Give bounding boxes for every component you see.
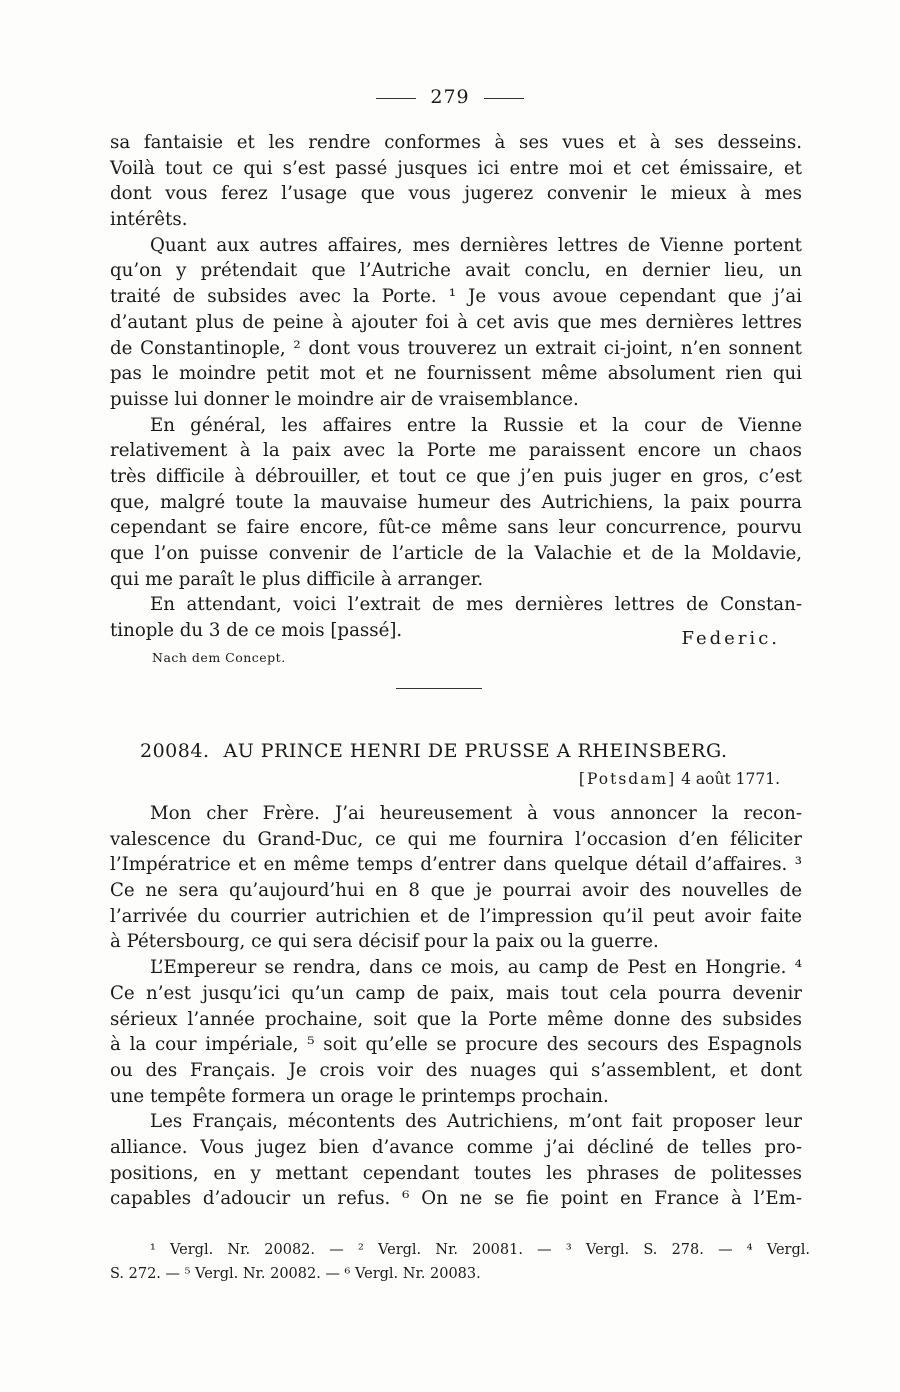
text-line: L’Empereur se rendra, dans ce mois, au camp de Pest en Hongrie. ⁴ bbox=[150, 957, 802, 979]
text-line: Quant aux autres affaires, mes dernières lettres de Vienne portent bbox=[150, 234, 802, 256]
letter-heading bbox=[140, 740, 800, 762]
text-line: En général, les affaires entre la Russie et la cour de Vienne bbox=[150, 414, 802, 436]
header-dash-right bbox=[484, 98, 524, 99]
text-line: relativement à la paix avec la Porte me paraissent encore un chaos bbox=[110, 440, 802, 462]
letter-number: 20084. bbox=[140, 740, 210, 762]
text-line: alliance. Vous jugez bien d’avance comme j’ai décliné de telles pro- bbox=[110, 1136, 802, 1158]
text-line: que, malgré toute la mauvaise humeur des Autrichiens, la paix pourra bbox=[110, 491, 802, 513]
text-line: tinople du 3 de ce mois [passé]. bbox=[110, 620, 403, 642]
letter-title: AU PRINCE HENRI DE PRUSSE A RHEINSBERG. bbox=[223, 740, 728, 762]
text-line: d’autant plus de peine à ajouter foi à cet avis que mes dernières lettres bbox=[110, 311, 802, 333]
text-line: capables d’adoucir un refus. ⁶ On ne se fie point en France à l’Em- bbox=[110, 1188, 802, 1210]
text-line: intérêts. bbox=[110, 209, 188, 231]
text-line: sa fantaisie et les rendre conformes à ses vues et à ses desseins. bbox=[110, 132, 802, 153]
text-line: sérieux l’année prochaine, soit que la Porte même donne des subsides bbox=[110, 1008, 802, 1030]
section-divider bbox=[396, 688, 482, 689]
text-line: dont vous ferez l’usage que vous jugerez convenir le mieux à mes bbox=[110, 183, 802, 205]
footnote-line: ¹ Vergl. Nr. 20082. — ² Vergl. Nr. 20081. — ³ Vergl. S. 278. — ⁴ Vergl. bbox=[150, 1242, 810, 1258]
text-line: que l’on puisse convenir de l’article de la Valachie et de la Moldavie, bbox=[110, 543, 802, 564]
text-line: à la cour impériale, ⁵ soit qu’elle se procure des secours des Espagnols bbox=[110, 1034, 802, 1056]
header-dash-left bbox=[376, 98, 416, 99]
text-line: Les Français, mécontents des Autrichiens, m’ont fait proposer leur bbox=[150, 1111, 802, 1133]
text-line: valescence du Grand-Duc, ce qui me fournira l’occasion d’en féliciter bbox=[110, 828, 802, 850]
signature: Federic. bbox=[681, 628, 780, 649]
text-line: Ce n’est jusqu’ici qu’un camp de paix, mais tout cela pourra devenir bbox=[110, 982, 802, 1004]
text-line: ou des Français. Je crois voir des nuages qui s’assemblent, et dont bbox=[110, 1059, 802, 1081]
text-line: cependant se faire encore, fût-ce même sans leur concurrence, pourvu bbox=[110, 517, 802, 539]
text-line: une tempête formera un orage le printemps prochain. bbox=[110, 1085, 609, 1107]
letter-dateline bbox=[579, 770, 780, 788]
text-line: très difficile à débrouiller, et tout ce que j’en puis juger en gros, c’est bbox=[110, 465, 802, 487]
footnote-line: S. 272. — ⁵ Vergl. Nr. 20082. — ⁶ Vergl. Nr. 20083. bbox=[110, 1266, 481, 1282]
text-line: à Pétersbourg, ce qui sera décisif pour la paix ou la guerre. bbox=[110, 931, 659, 953]
letter-date: 4 août 1771. bbox=[681, 770, 780, 788]
text-line: Voilà tout ce qui s’est passé jusques ici entre moi et cet émissaire, et bbox=[110, 157, 802, 179]
text-line: En attendant, voici l’extrait de mes dernières lettres de Constan- bbox=[150, 594, 802, 616]
date-place: [Potsdam] bbox=[578, 770, 677, 788]
footnotes bbox=[110, 1238, 810, 1286]
text-line: l’Impératrice et en même temps d’entrer dans quelque détail d’affaires. ³ bbox=[110, 854, 802, 876]
page-header bbox=[0, 86, 900, 108]
text-line: de Constantinople, ² dont vous trouverez un extrait ci-joint, n’en sonnent bbox=[110, 337, 802, 359]
text-line: l’arrivée du courrier autrichien et de l’impression qu’il peut avoir faite bbox=[110, 905, 802, 927]
text-line: traité de subsides avec la Porte. ¹ Je vous avoue cependant que j’ai bbox=[110, 286, 802, 308]
text-line: qu’on y prétendait que l’Autriche avait conclu, en dernier lieu, un bbox=[110, 260, 802, 282]
text-line: qui me paraît le plus difficile à arranger. bbox=[110, 568, 484, 590]
text-line: positions, en y mettant cependant toutes les phrases de politesses bbox=[110, 1162, 802, 1184]
text-line: Ce ne sera qu’aujourd’hui en 8 que je pourrai avoir des nouvelles de bbox=[110, 880, 802, 902]
source-note: Nach dem Concept. bbox=[152, 650, 286, 665]
previous-letter-body bbox=[110, 130, 802, 644]
text-line: puisse lui donner le moindre air de vraisemblance. bbox=[110, 388, 579, 410]
letter-body bbox=[110, 801, 802, 1212]
text-line: pas le moindre petit mot et ne fournissent même absolument rien qui bbox=[110, 363, 802, 385]
page-number: 279 bbox=[430, 86, 470, 108]
text-line: Mon cher Frère. J’ai heureusement à vous annoncer la recon- bbox=[150, 803, 802, 824]
